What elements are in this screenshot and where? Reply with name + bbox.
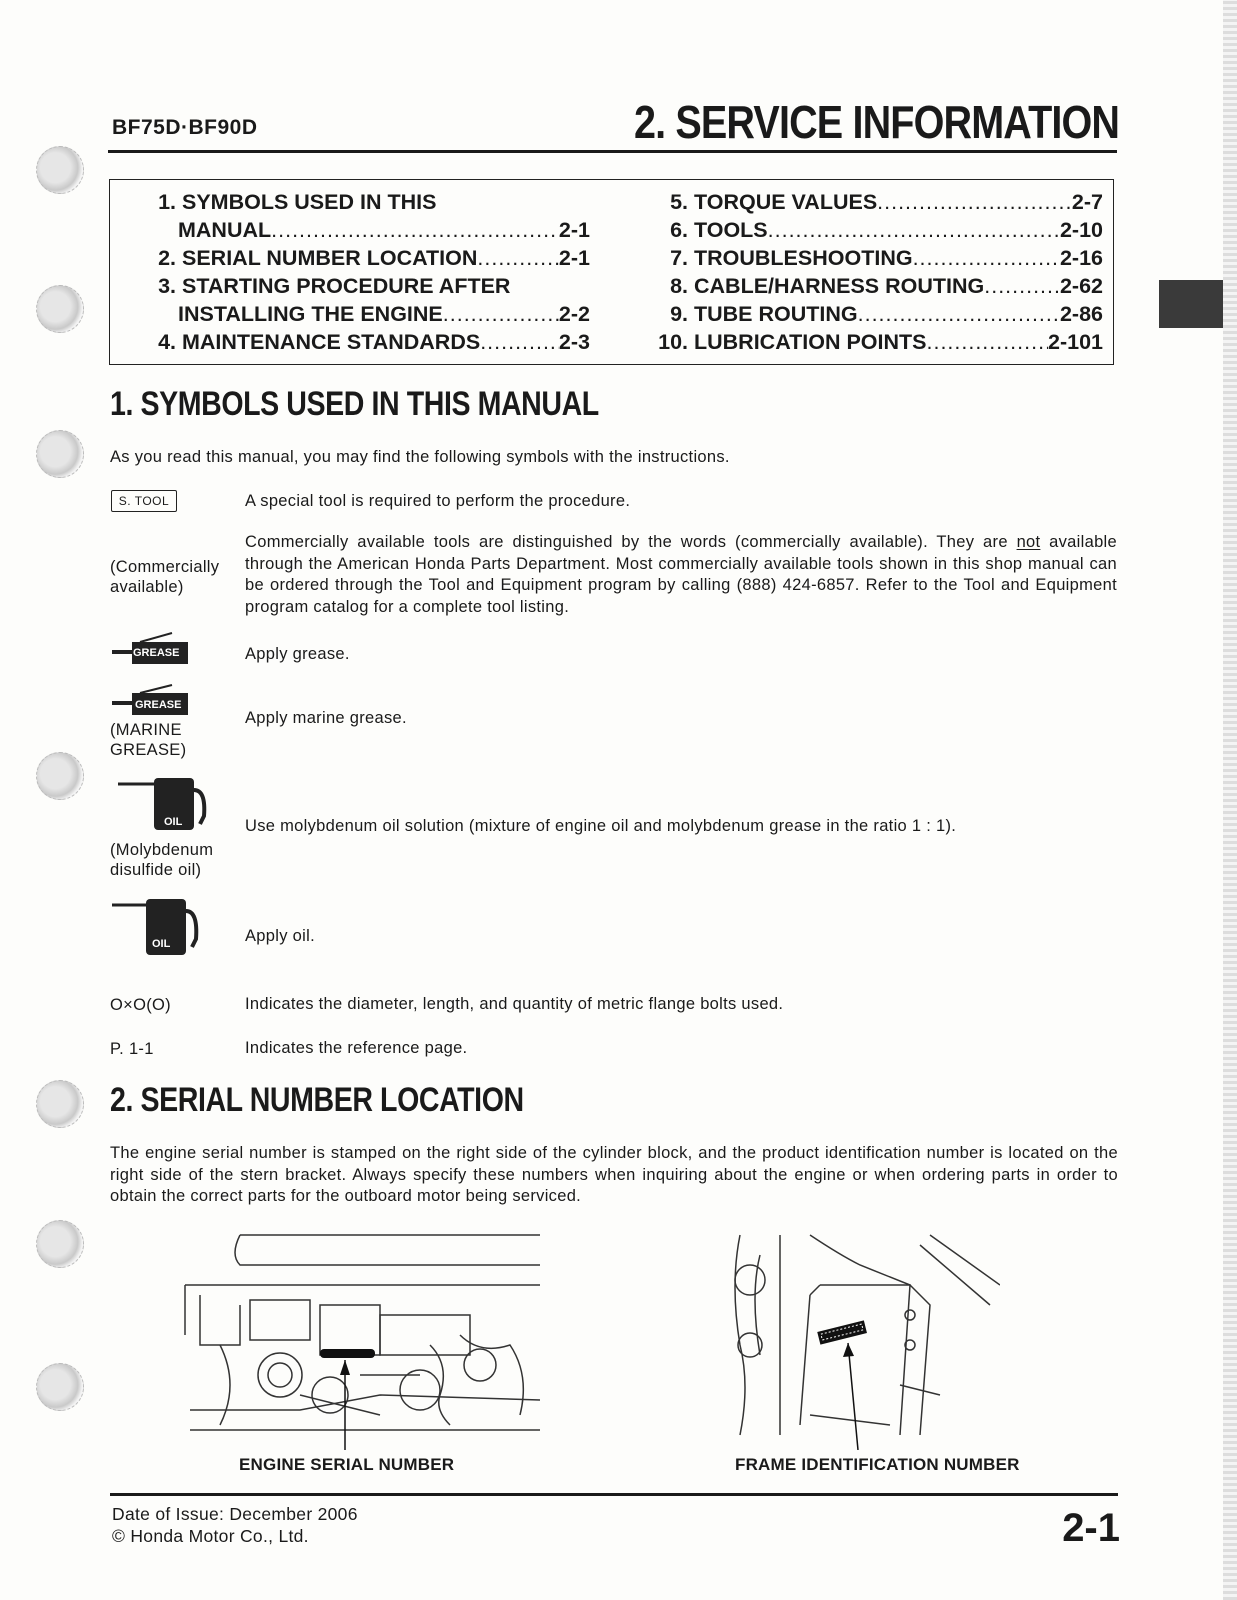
binder-hole <box>36 146 84 194</box>
grease-label: GREASE <box>133 647 180 659</box>
toc-item-3-cont[interactable]: INSTALLING THE ENGINE ..... 2-2 <box>178 302 590 327</box>
toc-item-1-cont[interactable]: MANUAL ..... 2-1 <box>178 218 590 243</box>
symbol-desc: Indicates the reference page. <box>245 1039 468 1057</box>
page-number: 2-1 <box>1062 1506 1120 1550</box>
toc-item-10[interactable]: 10. LUBRICATION POINTS ..... 2-101 <box>650 330 1103 355</box>
toc-item-2[interactable]: 2. SERIAL NUMBER LOCATION ..... 2-1 <box>150 246 590 271</box>
binder-hole <box>36 1220 84 1268</box>
oil-label: OIL <box>164 816 183 828</box>
section-2-text: The engine serial number is stamped on the right side of the cylinder block, and the product identification number is located on the right side of the stern bracket. Always specify these numbers when inquiring about the engine or when ordering parts in order to obtain the correct parts for the outboard motor being serviced. <box>110 1144 1118 1205</box>
toc-item-1[interactable]: 1. SYMBOLS USED IN THIS <box>158 190 437 214</box>
binder-hole <box>36 1080 84 1128</box>
chapter-title: 2. SERVICE INFORMATION <box>633 96 1119 148</box>
oil-can-icon <box>118 776 208 836</box>
binder-hole <box>36 1363 84 1411</box>
symbol-desc: Apply grease. <box>245 645 350 663</box>
toc-item-9[interactable]: 9. TUBE ROUTING ..... 2-86 <box>650 302 1103 327</box>
grease-label: GREASE <box>135 699 182 711</box>
section-1-title: 1. SYMBOLS USED IN THIS MANUAL <box>110 385 599 423</box>
toc-item-7[interactable]: 7. TROUBLESHOOTING ..... 2-16 <box>650 246 1103 271</box>
symbol-desc: Apply marine grease. <box>245 709 407 727</box>
symbol-label: O×O(O) <box>110 996 171 1014</box>
symbol-desc: A special tool is required to perform the procedure. <box>245 492 631 510</box>
binder-hole <box>36 285 84 333</box>
frame-id-caption: FRAME IDENTIFICATION NUMBER <box>735 1455 1020 1474</box>
symbol-desc: Indicates the diameter, length, and quantity of metric flange bolts used. <box>245 995 784 1013</box>
table-of-contents <box>109 179 1114 365</box>
model-name: BF75D·BF90D <box>112 116 258 139</box>
frame-illustration <box>720 1225 1000 1450</box>
binder-hole <box>36 752 84 800</box>
symbol-label: (Molybdenum disulfide oil) <box>110 841 214 879</box>
symbol-label: (MARINE GREASE) <box>110 721 187 759</box>
page-edge-shadow <box>1223 0 1237 1600</box>
header-rule <box>108 150 1117 153</box>
binder-hole <box>36 430 84 478</box>
toc-item-6[interactable]: 6. TOOLS ..... 2-10 <box>650 218 1103 243</box>
toc-item-8[interactable]: 8. CABLE/HARNESS ROUTING ..... 2-62 <box>650 274 1103 299</box>
s-tool-icon: S. TOOL <box>111 490 177 512</box>
symbol-label: P. 1-1 <box>110 1040 154 1058</box>
issue-date: Date of Issue: December 2006 <box>112 1504 358 1524</box>
copyright: © Honda Motor Co., Ltd. <box>112 1526 309 1546</box>
symbol-desc: Use molybdenum oil solution (mixture of engine oil and molybdenum grease in the ratio 1 : 1). <box>245 817 957 835</box>
toc-item-3[interactable]: 3. STARTING PROCEDURE AFTER <box>158 274 511 298</box>
engine-illustration <box>180 1225 550 1450</box>
footer-issue-info <box>112 1503 358 1547</box>
section-1-intro: As you read this manual, you may find the following symbols with the instructions. <box>110 448 730 466</box>
toc-item-4[interactable]: 4. MAINTENANCE STANDARDS ..... 2-3 <box>150 330 590 355</box>
chapter-index-tab <box>1159 280 1223 328</box>
toc-item-5[interactable]: 5. TORQUE VALUES ..... 2-7 <box>650 190 1103 215</box>
section-2-title: 2. SERIAL NUMBER LOCATION <box>110 1081 524 1119</box>
footer-rule <box>110 1493 1118 1496</box>
engine-serial-caption: ENGINE SERIAL NUMBER <box>239 1455 455 1474</box>
oil-label: OIL <box>152 938 171 950</box>
symbol-desc: Commercially available tools are distinguished by the words (commercially available). They are not available through the American Honda Parts Department. Most commercially available tools shown in this shop manual can be ordered through the Tool and Equipment program by calling (888) 424-6857. Refer to the Tool and Equipment program catalog for a complete tool listing. <box>245 533 1117 616</box>
symbol-label: (Commercially available) <box>110 558 220 596</box>
symbol-desc: Apply oil. <box>245 927 315 945</box>
